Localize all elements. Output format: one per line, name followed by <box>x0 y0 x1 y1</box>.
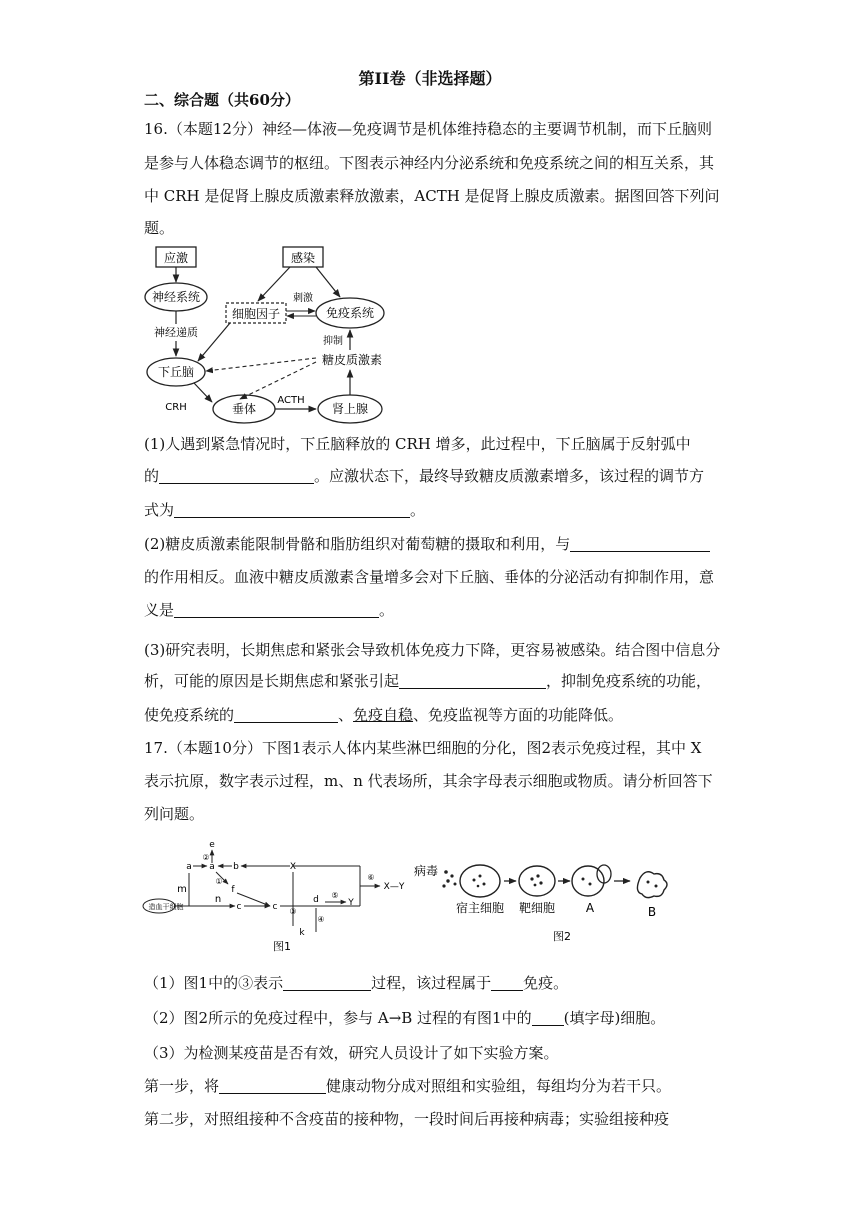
figure-2 <box>408 856 684 946</box>
text: 的 <box>144 467 160 485</box>
fig1-num-1: ① <box>215 877 223 886</box>
text: 第一步，将 <box>144 1077 220 1095</box>
q16-part3-line-1: (3)研究表明，长期焦虑和紧张会导致机体免疫力下降，更容易被感染。结合图中信息分 <box>144 641 721 659</box>
q16-intro-line-2: 是参与人体稳态调节的枢纽。下图表示神经内分泌系统和免疫系统之间的相互关系，其 <box>144 154 715 172</box>
text: 健康动物分成对照组和实验组，每组均分为若干只。 <box>326 1077 672 1095</box>
fig2-target-label: 靶细胞 <box>518 901 556 915</box>
target-cell-icon <box>519 866 555 896</box>
text: 使免疫系统的 <box>144 706 235 724</box>
fig1-caption: 图1 <box>273 940 291 953</box>
glucocorticoid-label: 糖皮质激素 <box>321 353 383 367</box>
host-cell-icon <box>460 865 500 897</box>
fig1-c-left: c <box>236 902 242 912</box>
fig1-num-2: ② <box>202 853 210 862</box>
answer-blank-7[interactable] <box>283 974 371 991</box>
inhibit-label: 抑制 <box>323 336 343 347</box>
underlined-text: 免疫自稳 <box>353 706 414 724</box>
fig1-f: f <box>231 885 235 895</box>
infection-label: 感染 <box>290 251 316 265</box>
fig2-b-label: B <box>647 905 657 919</box>
text: （2）图2所示的免疫过程中，参与 A→B 过程的有图1中的 <box>144 1009 532 1027</box>
text: 义是 <box>144 601 175 619</box>
q16-intro-line-4: 题。 <box>144 219 175 237</box>
fig2-virus-label: 病毒 <box>413 864 439 878</box>
q17-sub3: （3）为检测某疫苗是否有效，研究人员设计了如下实验方案。 <box>144 1044 559 1062</box>
neurotransmitter-label: 神经递质 <box>154 326 198 339</box>
fig1-a-left: a <box>186 862 192 872</box>
fig1-x: X <box>289 862 297 872</box>
answer-blank-1[interactable] <box>159 467 314 484</box>
text: 、 <box>338 706 354 724</box>
answer-blank-10[interactable] <box>219 1077 326 1094</box>
fig1-y: Y <box>348 898 354 908</box>
stimulate-label: 刺激 <box>293 293 313 304</box>
text: 式为 <box>144 501 175 519</box>
text: （1）图1中的③表示 <box>144 974 284 992</box>
q16-part2-line-1 <box>144 534 710 554</box>
q16-part2-line-2: 的作用相反。血液中糖皮质激素含量增多会对下丘脑、垂体的分泌活动有抑制作用，意 <box>144 568 715 586</box>
regulation-diagram <box>140 240 400 428</box>
answer-blank-5[interactable] <box>399 672 546 689</box>
stress-label: 应激 <box>163 251 189 265</box>
q17-intro-line-2: 表示抗原，数字表示过程，m、n 代表场所，其余字母表示细胞或物质。请分析回答下 <box>144 772 713 790</box>
virus-particles-icon <box>442 870 456 887</box>
text: (填字母)细胞。 <box>563 1009 666 1027</box>
q16-part3-line-3 <box>144 705 623 725</box>
fig1-num-5: ⑤ <box>331 891 339 900</box>
answer-blank-9[interactable] <box>532 1009 564 1026</box>
adrenal-label: 肾上腺 <box>331 402 369 416</box>
text: 。 <box>410 501 426 519</box>
fig1-xy: X—Y <box>383 882 405 892</box>
q16-part1-line-2 <box>144 466 704 486</box>
fig2-host-label: 宿主细胞 <box>455 901 505 915</box>
fig1-a-right: a <box>209 862 215 872</box>
figure-1 <box>140 836 410 958</box>
text: 。 <box>379 601 395 619</box>
fig1-num-6: ⑥ <box>367 873 375 882</box>
answer-blank-3[interactable] <box>570 535 710 552</box>
q17-step2: 第二步，对照组接种不含疫苗的接种物，一段时间后再接种病毒；实验组接种疫 <box>144 1110 670 1128</box>
text: 。应激状态下，最终导致糖皮质激素增多，该过程的调节方 <box>314 467 705 485</box>
page-title: 第II卷（非选择题） <box>358 69 502 88</box>
fig1-num-4: ④ <box>317 915 325 924</box>
q16-part1-line-1: (1)人遇到紧急情况时，下丘脑释放的 CRH 增多，此过程中，下丘脑属于反射弧中 <box>144 435 691 453</box>
q16-intro-line-3: 中 CRH 是促肾上腺皮质激素释放激素，ACTH 是促肾上腺皮质激素。据图回答下列问 <box>144 187 720 205</box>
q16-part3-line-2 <box>144 671 711 691</box>
fig2-a-label: A <box>585 901 595 915</box>
text: 、免疫监视等方面的功能降低。 <box>413 706 624 724</box>
answer-blank-6[interactable] <box>234 706 338 723</box>
text: 免疫。 <box>523 974 569 992</box>
fig2-caption: 图2 <box>553 930 571 943</box>
crh-label: CRH <box>165 402 187 413</box>
q17-step1 <box>144 1076 671 1096</box>
fig1-k: k <box>299 928 305 938</box>
q17-intro-line-1: 17.（本题10分）下图1表示人体内某些淋巴细胞的分化，图2表示免疫过程，其中 X <box>144 739 702 757</box>
answer-blank-8[interactable] <box>491 974 523 991</box>
text: (2)糖皮质激素能限制骨骼和脂肪组织对葡萄糖的摄取和利用，与 <box>144 535 571 553</box>
answer-blank-4[interactable] <box>174 601 379 618</box>
fig1-e: e <box>209 840 215 850</box>
fig1-n: n <box>214 894 222 905</box>
q17-intro-line-3: 列问题。 <box>144 805 205 823</box>
answer-blank-2[interactable] <box>174 501 410 518</box>
q17-sub2 <box>144 1008 665 1028</box>
section-heading: 二、综合题（共60分） <box>144 91 300 109</box>
nervous-system-label: 神经系统 <box>151 290 201 304</box>
fig1-num-3: ③ <box>289 907 297 916</box>
q16-part2-line-3 <box>144 600 394 620</box>
hypothalamus-label: 下丘脑 <box>157 365 195 379</box>
text: 过程，该过程属于 <box>371 974 492 992</box>
fig1-stem-cell: 造血干细胞 <box>148 903 184 911</box>
fig1-d: d <box>313 895 319 905</box>
pituitary-label: 垂体 <box>231 402 257 416</box>
q16-intro-line-1: 16.（本题12分）神经—体液—免疫调节是机体维持稳态的主要调节机制，而下丘脑则 <box>144 120 712 138</box>
acth-label: ACTH <box>277 395 305 406</box>
immune-system-label: 免疫系统 <box>325 306 375 320</box>
q17-sub1 <box>144 973 568 993</box>
cell-b-icon <box>637 872 667 898</box>
fig1-b: b <box>233 862 239 872</box>
cytokine-label: 细胞因子 <box>231 307 281 321</box>
q16-part1-line-3 <box>144 500 425 520</box>
text: ，抑制免疫系统的功能， <box>546 672 712 690</box>
fig1-m: m <box>177 884 187 895</box>
text: 析，可能的原因是长期焦虑和紧张引起 <box>144 672 400 690</box>
fig1-c-right: c <box>272 902 278 912</box>
